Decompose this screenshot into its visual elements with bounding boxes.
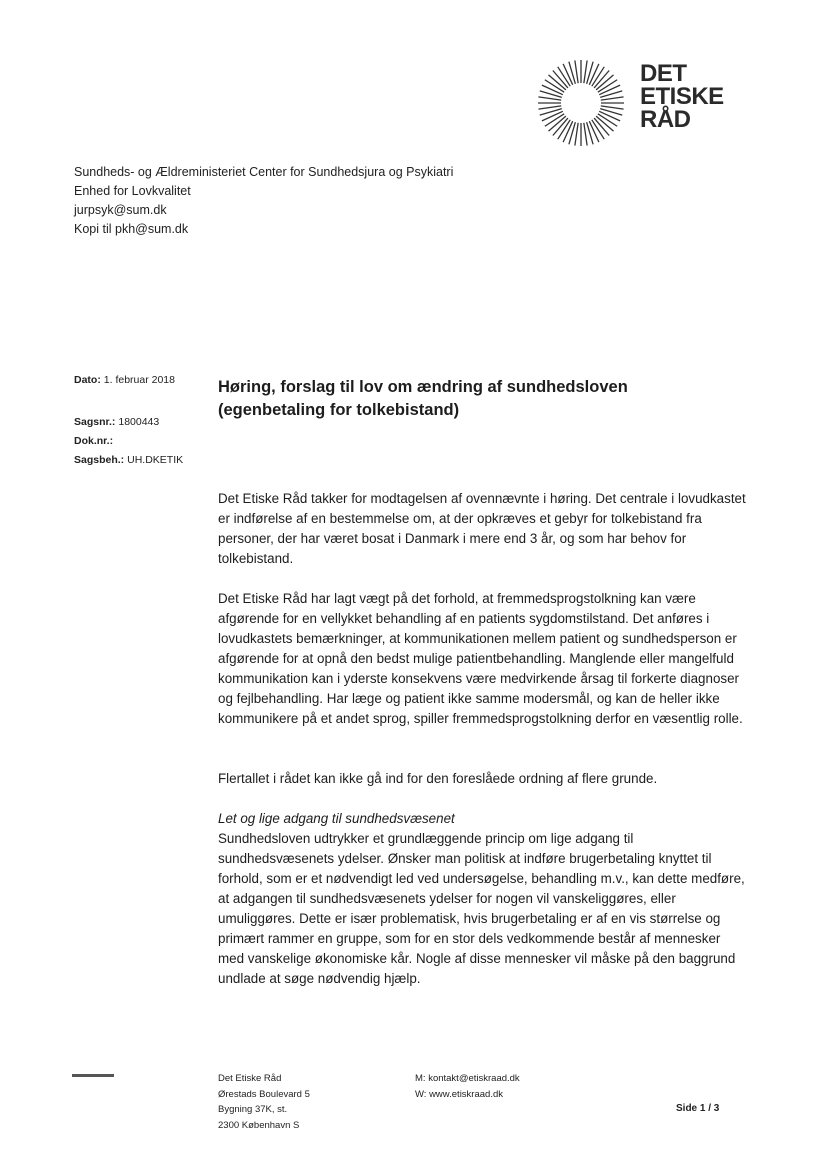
footer-street: Ørestads Boulevard 5 — [218, 1088, 310, 1100]
sunburst-ray — [540, 109, 562, 115]
body-paragraph-4: Sundhedsloven udtrykker et grundlæggende princip om lige adgang til sundhedsvæsenets ydelser. Ønsker man politisk at indføre brugerbetaling knyttet til forhold, som er et nødvendigt led ved undersøgelse, behandling m.v., kan dette medføre, at adgangen til sundhedsvæsenets ydelser for nogen vil vanskeliggøres, eller umuliggøres. Dette er især problematisk, hvis brugerbetaling er af en vis størrelse og primært rammer en gruppe, som for en stor dels vedkommende består af mennesker med vanskelige økonomiske kår. Nogle af disse mennesker vil måske på den baggrund undlade at søge nødvendig hjælp. — [218, 831, 745, 986]
logo-wordmark — [640, 62, 760, 131]
sunburst-ray — [587, 62, 593, 84]
meta-document-number: Dok.nr.: — [74, 435, 114, 447]
sunburst-ray — [601, 106, 624, 109]
sunburst-ray — [600, 91, 622, 97]
logo-line-3: RÅD — [640, 106, 691, 133]
recipient-ministry: Sundheds- og Ældreministeriet Center for Sundhedsjura og Psykiatri — [74, 165, 454, 179]
sunburst-ray — [584, 60, 587, 83]
sunburst-ray — [540, 91, 562, 97]
sunburst-ray — [569, 122, 575, 144]
body-paragraph-1: Det Etiske Råd takker for modtagelsen af ovennævnte i høring. Det centrale i lovudkastet er indførelse af en bestemmelse om, at der opkræves et gebyr for tolkebistand fra personer, der har været bosat i Danmark i mere end 3 år, og som har behov for tolkebistand. — [218, 491, 746, 566]
meta-case-number: Sagsnr.: 1800443 — [74, 416, 160, 428]
recipient-cc: Kopi til pkh@sum.dk — [74, 222, 189, 236]
sunburst-ray — [600, 109, 622, 115]
meta-handler: Sagsbeh.: UH.DKETIK — [74, 454, 184, 466]
page-number: Side 1 / 3 — [676, 1103, 720, 1114]
recipient-email[interactable]: jurpsyk@sum.dk — [74, 203, 167, 217]
body-paragraph-3: Flertallet i rådet kan ikke gå ind for den foreslåede ordning af flere grunde. — [218, 771, 658, 786]
recipient-unit: Enhed for Lovkvalitet — [74, 184, 191, 198]
footer-contact — [415, 1071, 520, 1102]
logo-line-1: DET — [640, 60, 687, 87]
footer-address — [218, 1071, 310, 1133]
section-heading: Let og lige adgang til sundhedsvæsenet — [218, 811, 455, 826]
sunburst-ray — [601, 97, 624, 100]
body-paragraph-2: Det Etiske Råd har lagt vægt på det forhold, at fremmedsprogstolkning kan være afgørende for en vellykket behandling af en patients sygdomstilstand. Det anføres i lovudkastets bemærkninger, at kommunikationen mellem patient og sundhedsperson er afgørende for at opnå den bedst mulige patientbehandling. Manglende eller mangelfuld kommunikation kan i yderste konsekvens være medvirkende årsag til forkerte diagnoser og fejlbehandling. Har læge og patient ikke samme modersmål, og kan de heller ikke kommunikere på et andet sprog, spiller fremmedsprogstolkning derfor en væsentlig rolle. — [218, 591, 743, 726]
footer-org: Det Etiske Råd — [218, 1073, 282, 1084]
footer-rule — [72, 1074, 114, 1077]
sunburst-ray — [569, 62, 575, 84]
footer-building: Bygning 37K, st. — [218, 1104, 288, 1115]
letter-body — [218, 489, 748, 989]
footer-web[interactable]: W: www.etiskraad.dk — [415, 1088, 503, 1100]
sunburst-ray — [538, 97, 561, 100]
logo-sunburst-icon — [536, 58, 626, 148]
sunburst-ray — [575, 60, 578, 83]
letter-subject: Høring, forslag til lov om ændring af sundhedsloven (egenbetaling for tolkebistand) — [218, 378, 628, 419]
sunburst-ray — [584, 123, 587, 146]
footer-city: 2300 København S — [218, 1119, 300, 1131]
footer-mail[interactable]: M: kontakt@etiskraad.dk — [415, 1073, 520, 1084]
logo-line-2: ETISKE — [640, 83, 724, 110]
sunburst-ray — [587, 122, 593, 144]
sunburst-ray — [538, 106, 561, 109]
recipient-block — [74, 163, 453, 239]
meta-date: Dato: 1. februar 2018 — [74, 374, 175, 386]
sunburst-ray — [575, 123, 578, 146]
